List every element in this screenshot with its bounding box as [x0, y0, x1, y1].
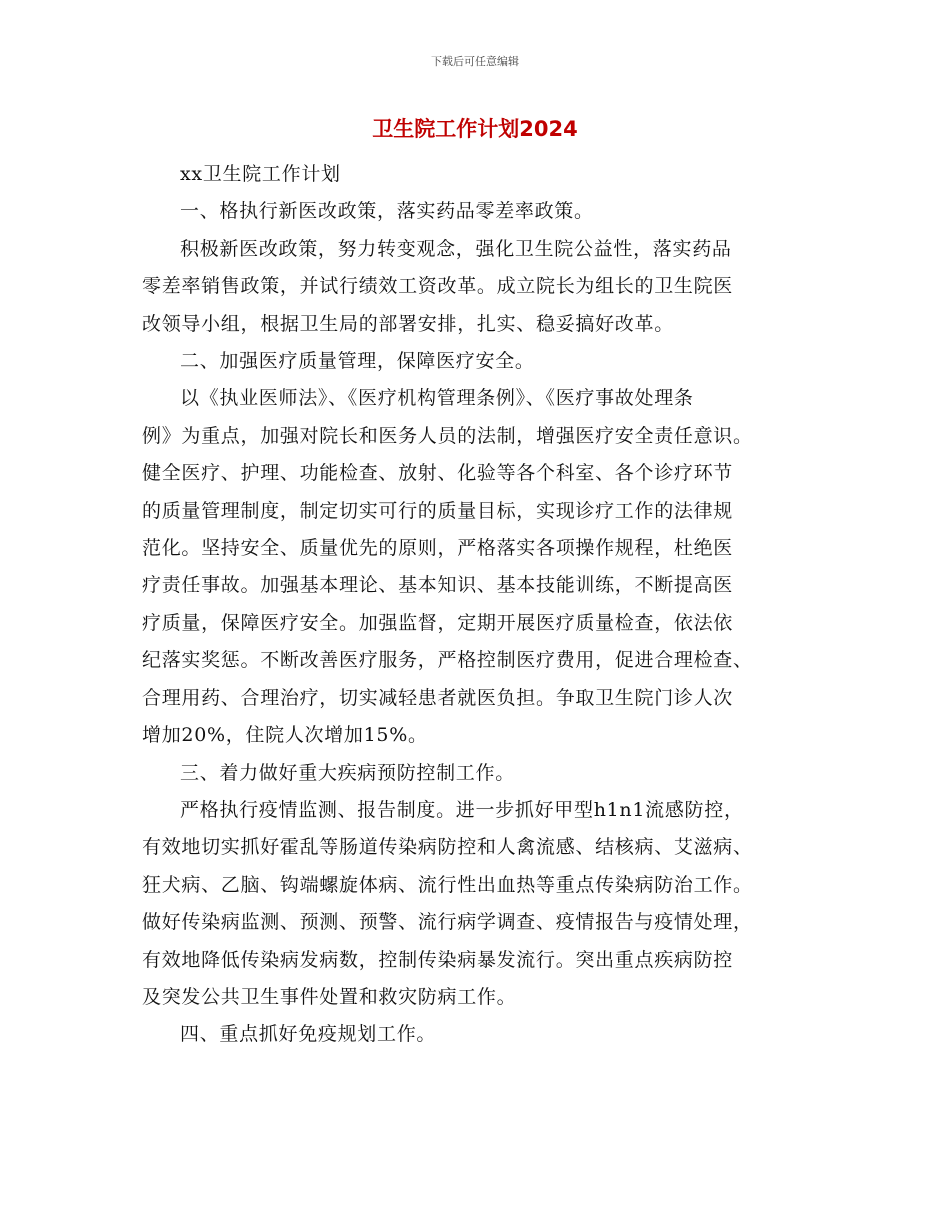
text-line: 以《执业医师法》、《医疗机构管理条例》、《医疗事故处理条: [180, 387, 694, 410]
document-title: 卫生院工作计划2024: [372, 117, 578, 141]
section-heading-3: [142, 755, 810, 792]
section-heading-2: [142, 343, 810, 380]
text-line: 做好传染病监测、预测、预警、流行病学调查、疫情报告与疫情处理，: [142, 911, 753, 934]
text-line: 纪落实奖惩。不断改善医疗服务，严格控制医疗费用，促进合理检查、: [142, 649, 753, 672]
text-line: 严格执行疫情监测、报告制度。进一步抓好甲型h1n1流感防控，: [180, 798, 744, 821]
text-line: 改领导小组，根据卫生局的部署安排，扎实、稳妥搞好改革。: [142, 312, 674, 335]
text-line: 狂犬病、乙脑、钩端螺旋体病、流行性出血热等重点传染病防治工作。: [142, 873, 753, 896]
text-line: 二、加强医疗质量管理，保障医疗安全。: [180, 350, 535, 373]
text-line: 零差率销售政策，并试行绩效工资改革。成立院长为组长的卫生院医: [142, 275, 734, 298]
text-line: 的质量管理制度，制定切实可行的质量目标，实现诊疗工作的法律规: [142, 499, 734, 522]
text-line: 疗质量，保障医疗安全。加强监督，定期开展医疗质量检查，依法依: [142, 611, 734, 634]
text-line: 疗责任事故。加强基本理论、基本知识、基本技能训练，不断提高医: [142, 574, 734, 597]
text-line: 合理用药、合理治疗，切实减轻患者就医负担。争取卫生院门诊人次: [142, 686, 734, 709]
section-heading-4: [142, 1016, 810, 1053]
text-line: 有效地降低传染病发病数，控制传染病暴发流行。突出重点疾病防控: [142, 948, 734, 971]
text-line: 例》为重点，加强对院长和医务人员的法制，增强医疗安全责任意识。: [142, 424, 753, 447]
document-body: [142, 156, 810, 1054]
text-line: 一、格执行新医改政策，落实药品零差率政策。: [180, 200, 594, 223]
text-line: xx卫生院工作计划: [180, 163, 341, 185]
paragraph-subtitle: [142, 156, 810, 193]
text-line: 有效地切实抓好霍乱等肠道传染病防控和人禽流感、结核病、艾滋病、: [142, 836, 753, 859]
text-line: 积极新医改政策，努力转变观念，强化卫生院公益性，落实药品: [180, 237, 732, 260]
page-header: 下载后可任意编辑: [431, 55, 519, 68]
text-line: 三、着力做好重大疾病预防控制工作。: [180, 761, 515, 784]
paragraph-section-3: [142, 792, 810, 1016]
section-heading-1: [142, 193, 810, 230]
paragraph-section-1: [142, 231, 810, 343]
text-line: 四、重点抓好免疫规划工作。: [180, 1023, 437, 1046]
text-line: 增加20%，住院人次增加15%。: [142, 724, 428, 747]
paragraph-section-2: [142, 380, 810, 754]
text-line: 范化。坚持安全、质量优先的原则，严格落实各项操作规程，杜绝医: [142, 537, 734, 560]
text-line: 及突发公共卫生事件处置和救灾防病工作。: [142, 985, 517, 1008]
text-line: 健全医疗、护理、功能检查、放射、化验等各个科室、各个诊疗环节: [142, 462, 734, 485]
